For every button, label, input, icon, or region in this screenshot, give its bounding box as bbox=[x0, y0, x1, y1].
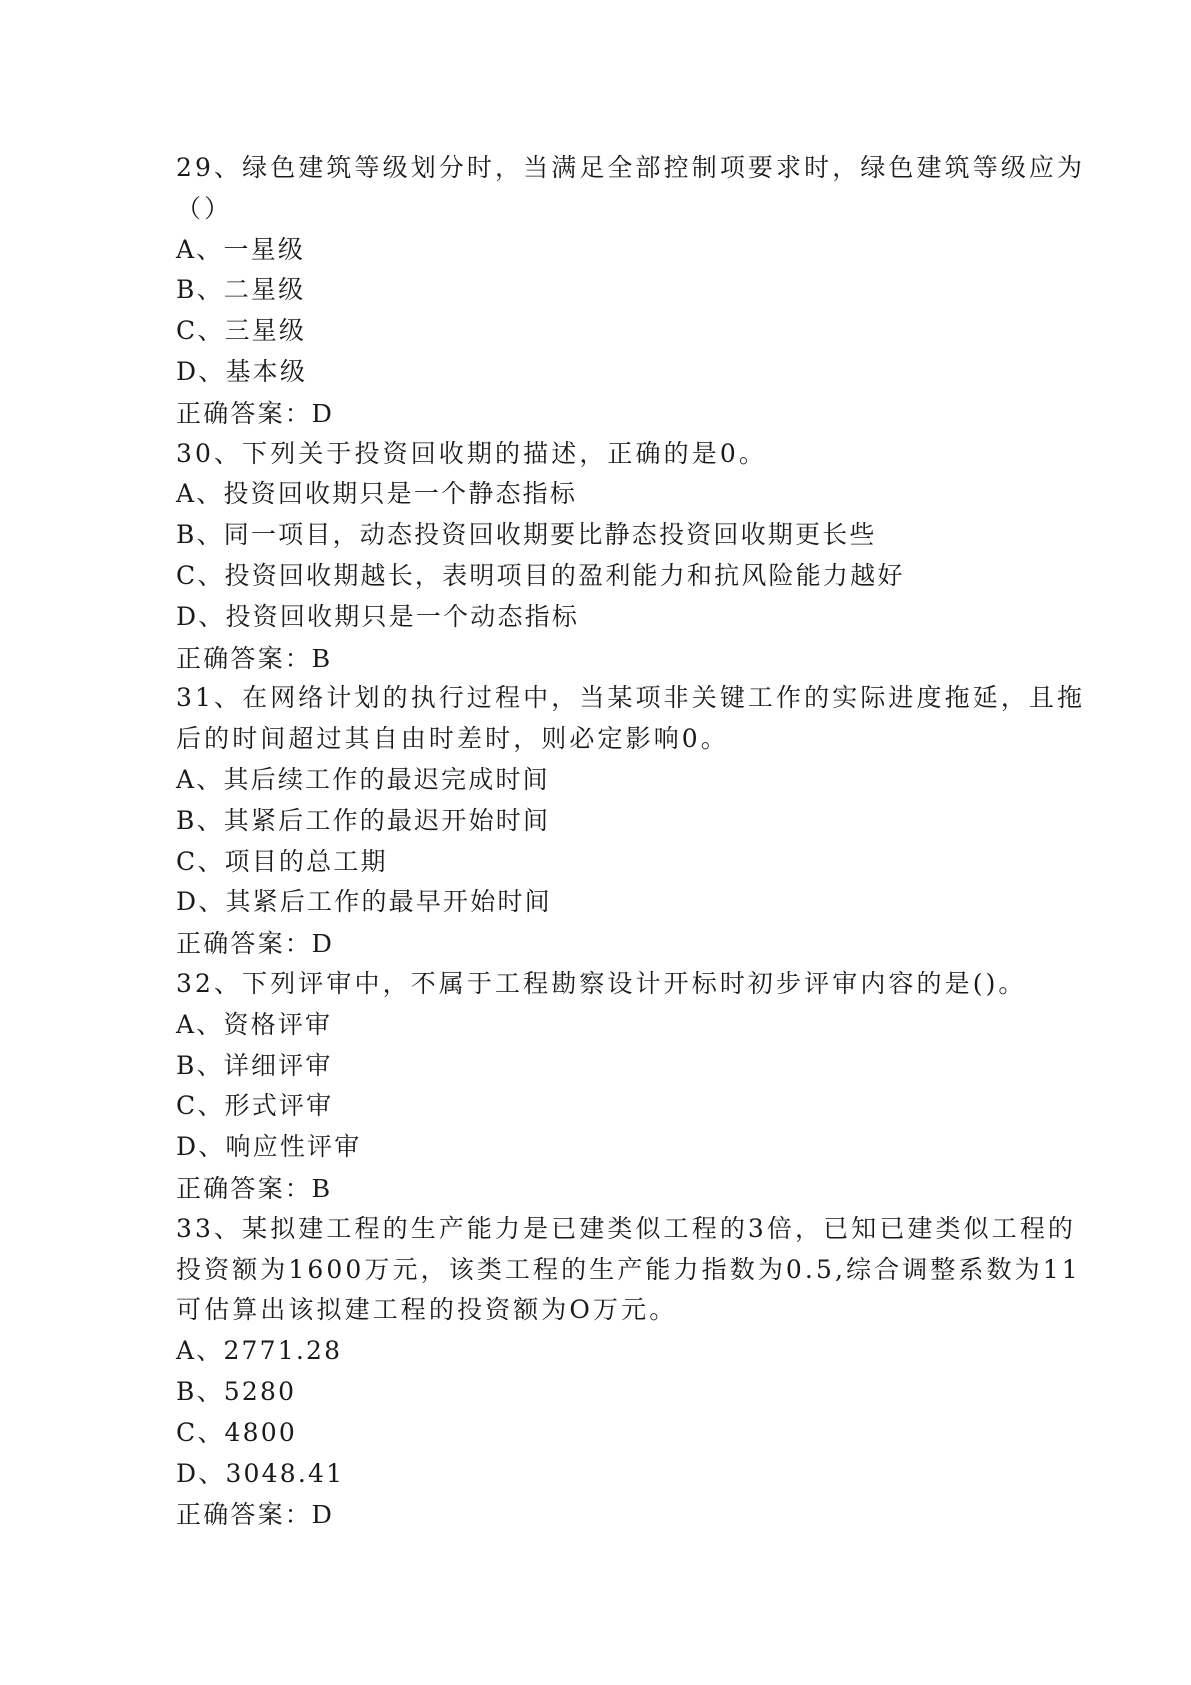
answer-label: 正确答案： bbox=[176, 929, 313, 959]
question-block bbox=[176, 678, 1086, 964]
option-c: C、三星级 bbox=[176, 316, 307, 346]
question-stem: 32、下列评审中，不属于工程勘察设计开标时初步评审内容的是()。 bbox=[176, 968, 1027, 998]
answer-value: D bbox=[312, 928, 332, 959]
answer-label: 正确答案： bbox=[176, 398, 313, 428]
option-d: D、投资回收期只是一个动态指标 bbox=[176, 601, 580, 631]
answer-line bbox=[176, 393, 1016, 434]
question-stem: 29、绿色建筑等级划分时，当满足全部控制项要求时，绿色建筑等级应为 bbox=[176, 153, 1086, 182]
answer-line bbox=[176, 638, 1016, 679]
question-stem: 后的时间超过其自由时差时，则必定影响0。 bbox=[176, 724, 729, 754]
question-block bbox=[176, 434, 1016, 679]
question-stem: 可估算出该拟建工程的投资额为O万元。 bbox=[176, 1295, 678, 1325]
answer-value: D bbox=[312, 1499, 332, 1530]
option-a: A、2771.28 bbox=[176, 1336, 343, 1366]
question-block bbox=[176, 1209, 1081, 1535]
question-list bbox=[176, 148, 1086, 1535]
option-b: B、同一项目，动态投资回收期要比静态投资回收期更长些 bbox=[176, 520, 877, 550]
answer-line bbox=[176, 923, 1016, 964]
option-c: C、投资回收期越长，表明项目的盈利能力和抗风险能力越好 bbox=[176, 560, 905, 590]
option-c: C、项目的总工期 bbox=[176, 846, 388, 876]
answer-line bbox=[176, 1168, 1016, 1209]
answer-label: 正确答案： bbox=[176, 643, 313, 673]
answer-value: B bbox=[312, 642, 331, 673]
option-a: A、一星级 bbox=[176, 234, 306, 264]
option-a: A、投资回收期只是一个静态指标 bbox=[176, 479, 578, 509]
question-block bbox=[176, 148, 1086, 434]
question-stem: （） bbox=[176, 193, 233, 223]
option-d: D、响应性评审 bbox=[176, 1132, 362, 1162]
answer-line bbox=[176, 1494, 1016, 1535]
question-stem: 投资额为1600万元，该类工程的生产能力指数为0.5,综合调整系数为11 bbox=[176, 1254, 1081, 1284]
option-b: B、5280 bbox=[176, 1376, 297, 1406]
option-c: C、形式评审 bbox=[176, 1091, 334, 1121]
question-block bbox=[176, 964, 1027, 1209]
option-b: B、其紧后工作的最迟开始时间 bbox=[176, 805, 551, 835]
option-a: A、其后续工作的最迟完成时间 bbox=[176, 764, 550, 794]
question-stem: 33、某拟建工程的生产能力是已建类似工程的3倍，已知已建类似工程的 bbox=[176, 1213, 1077, 1243]
option-b: B、二星级 bbox=[176, 275, 306, 305]
answer-label: 正确答案： bbox=[176, 1500, 313, 1530]
question-stem: 30、下列关于投资回收期的描述，正确的是0。 bbox=[176, 438, 767, 468]
answer-label: 正确答案： bbox=[176, 1173, 313, 1203]
answer-value: B bbox=[312, 1172, 331, 1203]
answer-value: D bbox=[312, 397, 332, 428]
option-d: D、基本级 bbox=[176, 356, 308, 386]
option-b: B、详细评审 bbox=[176, 1050, 333, 1080]
option-d: D、3048.41 bbox=[176, 1458, 345, 1488]
option-c: C、4800 bbox=[176, 1417, 297, 1447]
option-a: A、资格评审 bbox=[176, 1009, 333, 1039]
option-d: D、其紧后工作的最早开始时间 bbox=[176, 887, 552, 917]
question-stem: 31、在网络计划的执行过程中，当某项非关键工作的实际进度拖延，且拖 bbox=[176, 683, 1086, 713]
